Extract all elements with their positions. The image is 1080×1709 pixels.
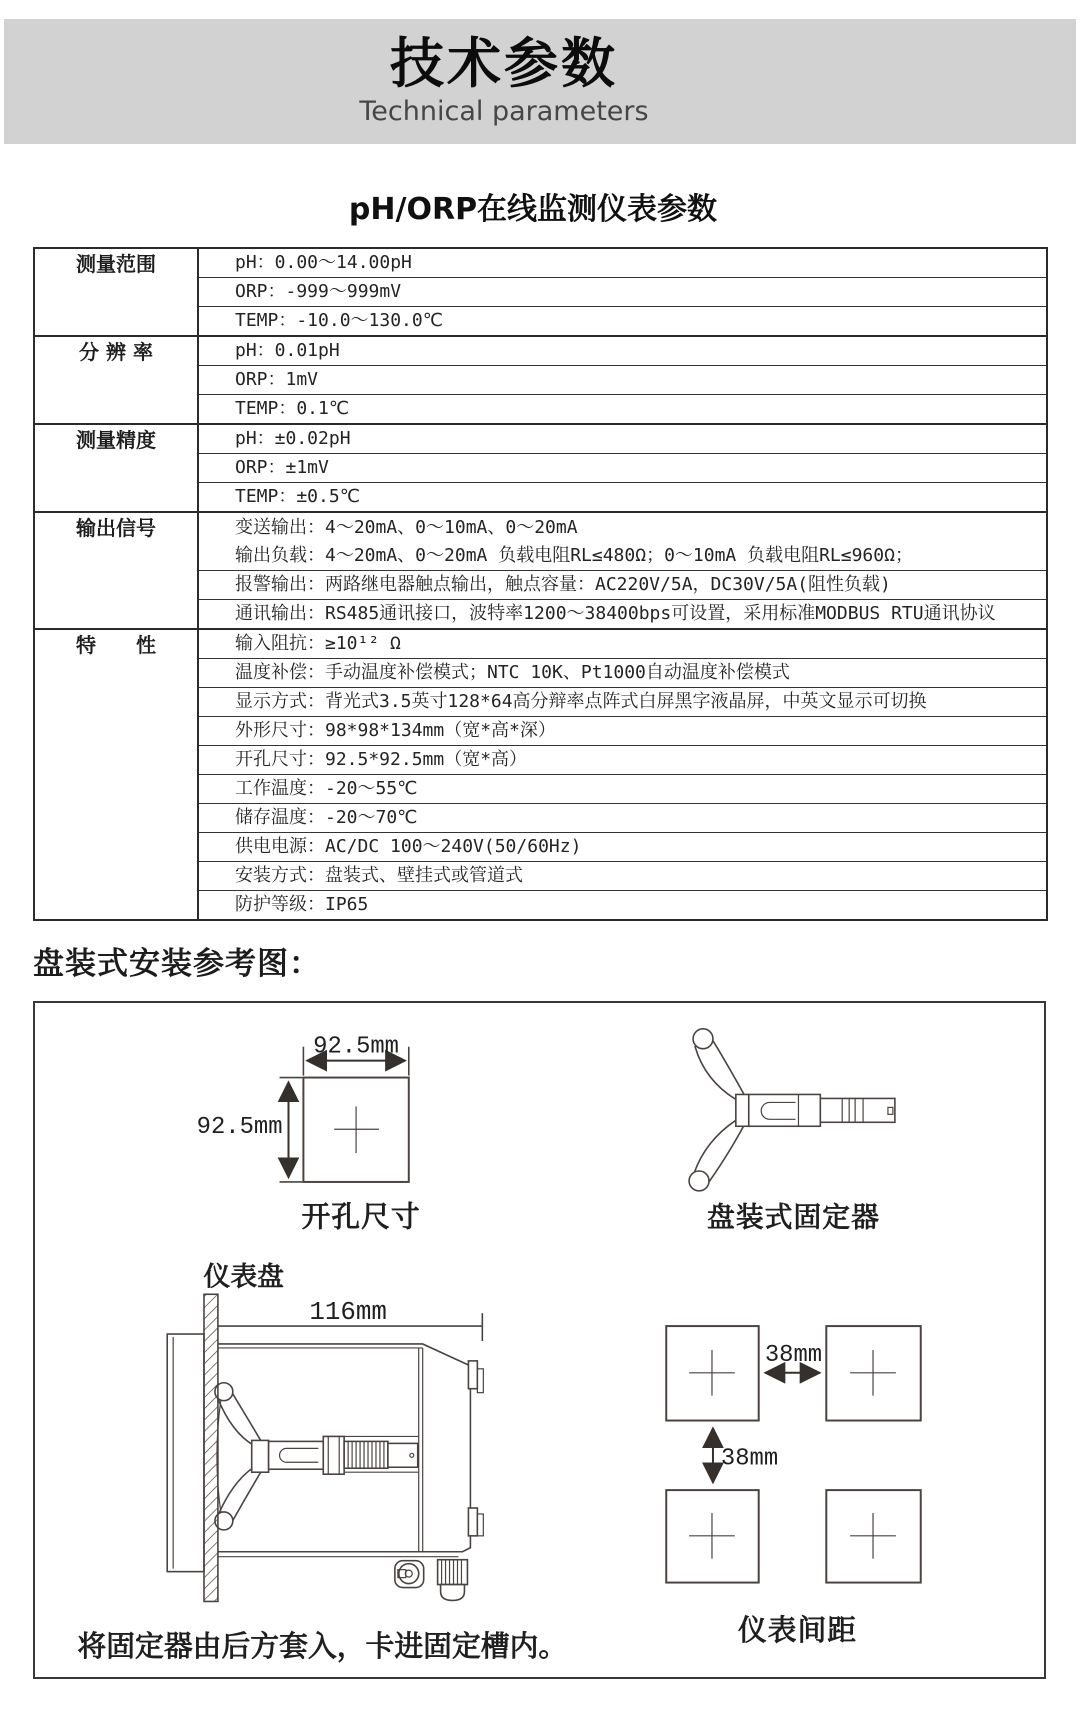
table-cell: 开孔尺寸：92.5*92.5mm（宽*高） [198,746,1047,775]
hole-height-dim: 92.5mm [196,1114,283,1142]
side-view-drawing [167,1261,483,1601]
spacing-label: 仪表间距 [737,1613,858,1648]
page-subtitle: Technical parameters [359,95,649,127]
instrument-panel-label: 仪表盘 [203,1261,284,1293]
diagram-heading: 盘装式安装参考图： [33,946,321,982]
panel-fixer-drawing [689,1029,895,1234]
table-cell-line: 变送输出：4～20mA、0～10mA、0～20mA [235,516,578,538]
table-cell: ORP：1mV [198,366,1047,395]
table-cell: ORP：±1mV [198,454,1047,483]
depth-dim: 116mm [309,1297,387,1328]
table-cell: 显示方式：背光式3.5英寸128*64高分辩率点阵式白屏黑字液晶屏，中英文显示可切换 [198,688,1047,717]
gap-vertical-dim: 38mm [720,1445,779,1473]
table-cell: 温度补偿：手动温度补偿模式；NTC 10K、Pt1000自动温度补偿模式 [198,659,1047,688]
table-cell: 外形尺寸：98*98*134mm（宽*高*深） [198,717,1047,746]
table-cell: pH：0.00～14.00pH [198,248,1047,278]
table-cell: 防护等级：IP65 [198,891,1047,921]
hole-width-dim: 92.5mm [313,1033,400,1061]
table-cell: 通讯输出：RS485通讯接口，波特率1200～38400bps可设置，采用标准MODBUS RTU通讯协议 [198,600,1047,630]
table-cell: pH：±0.02pH [198,424,1047,454]
mounting-diagram [33,1001,1046,1679]
table-cell: TEMP：-10.0～130.0℃ [198,307,1047,337]
table-cell: 储存温度：-20～70℃ [198,804,1047,833]
table-cell [198,512,1047,571]
gap-horizontal-dim: 38mm [764,1341,823,1369]
cutout-size-drawing [197,1034,421,1234]
table-cell: 工作温度：-20～55℃ [198,775,1047,804]
panel-fixer-label: 盘装式固定器 [707,1200,880,1234]
table-cell: 安装方式：盘装式、壁挂式或管道式 [198,862,1047,891]
table-cell: 供电电源：AC/DC 100～240V(50/60Hz) [198,833,1047,862]
parameters-table [33,247,1048,921]
section-label-output-signal: 输出信号 [34,512,198,629]
table-cell-line: 输出负载：4～20mA、0～20mA 负载电阻RL≤480Ω；0～10mA 负载电阻RL≤960Ω； [235,544,913,566]
header-band [4,19,1076,144]
table-cell: TEMP：0.1℃ [198,395,1047,425]
section-label-features: 特 性 [34,629,198,920]
install-caption: 将固定器由后方套入，卡进固定槽内。 [77,1629,568,1664]
table-cell: pH：0.01pH [198,336,1047,366]
page-title: 技术参数 [390,32,618,96]
table-cell: 输入阻抗：≥10¹² Ω [198,629,1047,659]
hole-size-label: 开孔尺寸 [301,1199,421,1234]
section-label-measure-range: 测量范围 [34,248,198,336]
section-label-accuracy: 测量精度 [34,424,198,512]
mounting-diagram-drawing [35,1003,1044,1677]
table-title: pH/ORP在线监测仪表参数 [348,192,718,227]
spacing-drawing [666,1326,920,1647]
table-cell: ORP：-999～999mV [198,278,1047,307]
table-cell: 报警输出：两路继电器触点输出，触点容量：AC220V/5A，DC30V/5A(阻性负载) [198,571,1047,600]
section-label-resolution: 分 辨 率 [34,336,198,424]
table-cell: TEMP：±0.5℃ [198,483,1047,513]
